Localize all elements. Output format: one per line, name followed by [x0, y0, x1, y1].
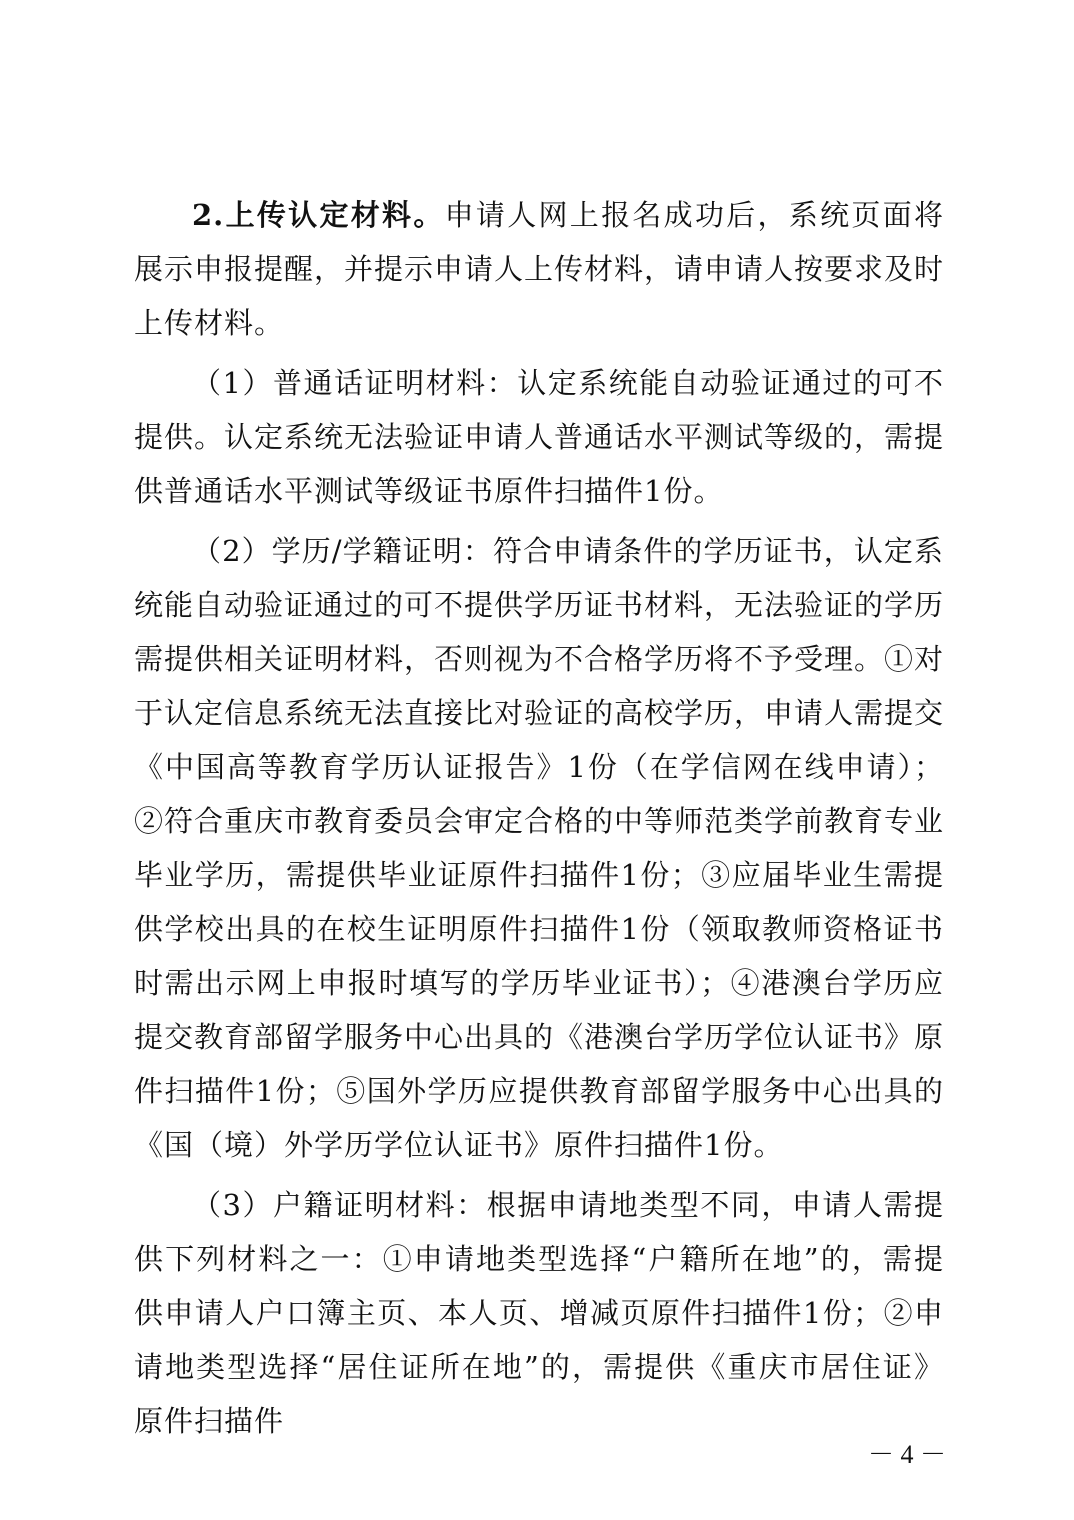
- paragraph-education-proof: [134, 524, 944, 1172]
- paragraph-household-proof: [134, 1178, 944, 1448]
- paragraph-text: （1）普通话证明材料：认定系统能自动验证通过的可不提供。认定系统无法验证申请人普通话水平测试等级的，需提供普通话水平测试等级证书原件扫描件1份。: [134, 366, 945, 508]
- paragraph-text: 申请人网上报名成功后，系统页面将展示申报提醒，并提示申请人上传材料，请申请人按要求及时上传材料。: [134, 198, 945, 340]
- paragraph-text: （2）学历/学籍证明：符合申请条件的学历证书，认定系统能自动验证通过的可不提供学历证书材料，无法验证的学历需提供相关证明材料，否则视为不合格学历将不予受理。①对于认定信息系统无法直接比对验证的高校学历，申请人需提交《中国高等教育学历认证报告》1份（在学信网在线申请）；②符合重庆市教育委员会审定合格的中等师范类学前教育专业毕业学历，需提供毕业证原件扫描件1份；③应届毕业生需提供学校出具的在校生证明原件扫描件1份（领取教师资格证书时需出示网上申报时填写的学历毕业证书）；④港澳台学历应提交教育部留学服务中心出具的《港澳台学历学位认证书》原件扫描件1份；⑤国外学历应提供教育部留学服务中心出具的《国（境）外学历学位认证书》原件扫描件1份。: [134, 534, 945, 1162]
- paragraph-heading: 2.上传认定材料。: [192, 198, 445, 232]
- paragraph-upload-materials: [134, 188, 944, 350]
- document-body: [134, 188, 944, 1454]
- paragraph-mandarin-proof: [134, 356, 944, 518]
- page-number: － 4 －: [867, 1440, 946, 1469]
- paragraph-text: （3）户籍证明材料：根据申请地类型不同，申请人需提供下列材料之一：①申请地类型选择“户籍所在地”的，需提供申请人户口簿主页、本人页、增减页原件扫描件1份；②申请地类型选择“居住证所在地”的，需提供《重庆市居住证》原件扫描件: [134, 1188, 944, 1438]
